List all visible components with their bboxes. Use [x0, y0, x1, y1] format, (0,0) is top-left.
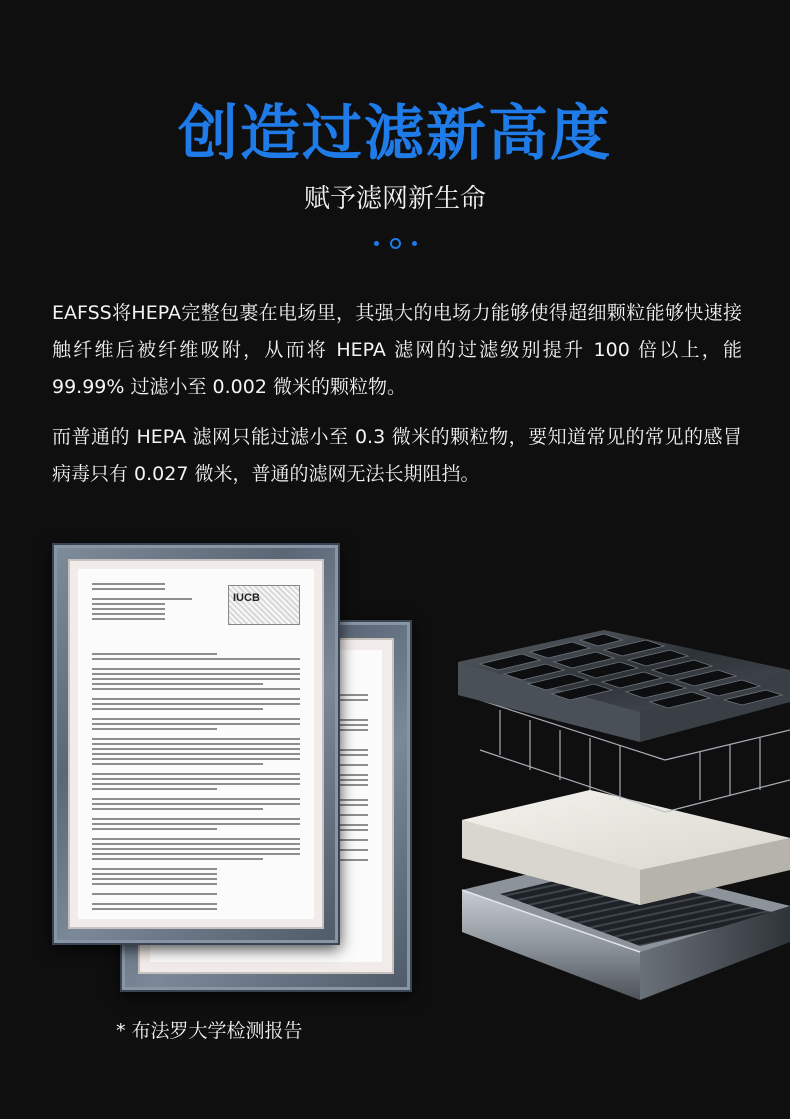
page-subtitle: 赋予滤网新生命 — [303, 184, 486, 214]
university-seal-icon — [228, 585, 300, 625]
dot-icon — [374, 241, 379, 246]
decorative-dots — [0, 238, 790, 249]
page-title: 创造过滤新高度 — [178, 99, 612, 169]
dot-icon — [412, 241, 417, 246]
certificate-document — [78, 569, 314, 919]
ring-icon — [390, 238, 401, 249]
description-paragraph-1: EAFSS将HEPA完整包裹在电场里，其强大的电场力能够使得超细颗粒能够快速接触纤维后被纤维吸附，从而将 HEPA 滤网的过滤级别提升 100 倍以上，能 99.99% 过滤小至 0.002 微米的颗粒物。 — [52, 302, 742, 398]
description-paragraph-2: 而普通的 HEPA 滤网只能过滤小至 0.3 微米的颗粒物，要知道常见的常见的感冒病毒只有 0.027 微米，普通的滤网无法长期阻挡。 — [52, 426, 742, 485]
certificate-caption: * 布法罗大学检测报告 — [116, 1020, 303, 1042]
certificate-frame-front — [52, 543, 340, 945]
seal-text: IUCB — [233, 592, 260, 604]
